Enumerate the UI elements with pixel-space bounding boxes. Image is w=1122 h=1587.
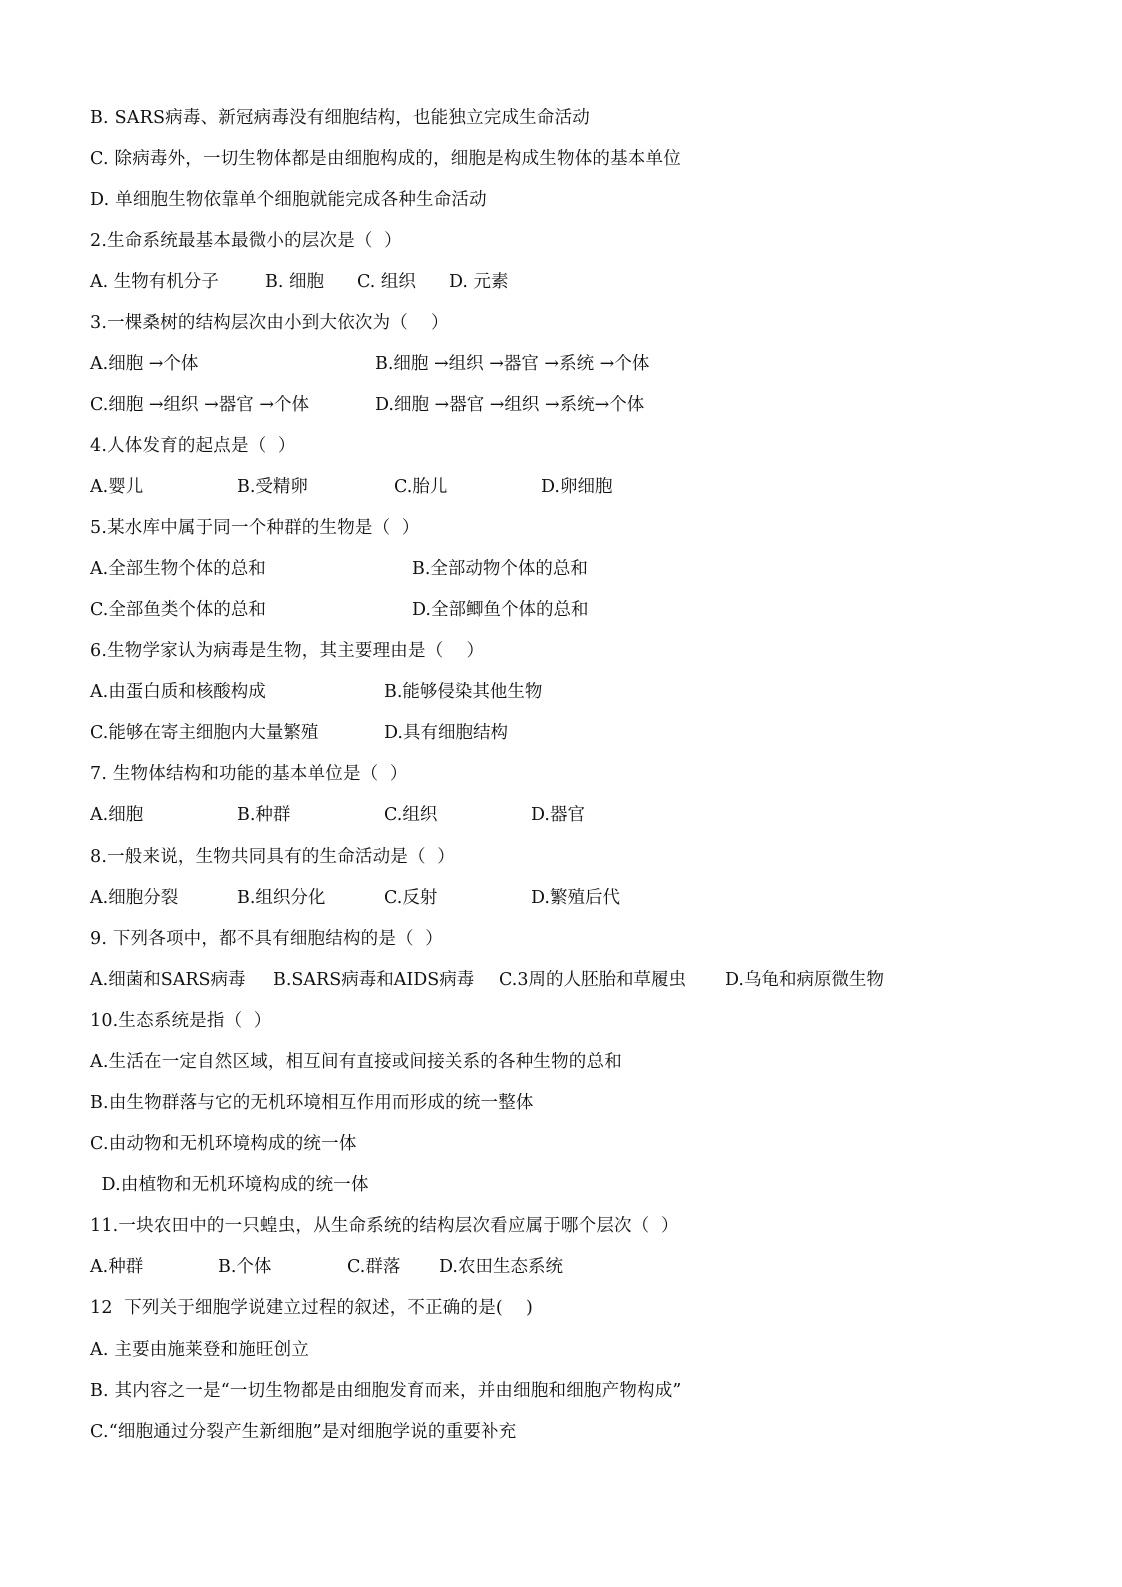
- question-10: 10.生态系统是指（ ）: [90, 1011, 272, 1031]
- question-5: 5.某水库中属于同一个种群的生物是（ ）: [90, 518, 420, 538]
- q2-option-a: A. 生物有机分子: [90, 272, 219, 292]
- q9-option-c: C.3周的人胚胎和草履虫: [499, 970, 686, 990]
- q3-option-b: B.细胞 →组织 →器官 →系统 →个体: [375, 354, 650, 374]
- q6-option-d: D.具有细胞结构: [384, 723, 508, 743]
- question-3: 3.一棵桑树的结构层次由小到大依次为（ ）: [90, 313, 449, 333]
- q10-option-a: A.生活在一定自然区域，相互间有直接或间接关系的各种生物的总和: [90, 1052, 622, 1072]
- q9-option-b: B.SARS病毒和AIDS病毒: [273, 970, 475, 990]
- q5-option-d: D.全部鲫鱼个体的总和: [412, 600, 589, 620]
- q1-option-c: C. 除病毒外，一切生物体都是由细胞构成的，细胞是构成生物体的基本单位: [90, 149, 681, 169]
- q7-option-a: A.细胞: [90, 805, 144, 825]
- question-12: 12 下列关于细胞学说建立过程的叙述，不正确的是( ): [90, 1298, 533, 1318]
- question-2: 2.生命系统最基本最微小的层次是（ ）: [90, 231, 402, 251]
- q1-option-b: B. SARS病毒、新冠病毒没有细胞结构，也能独立完成生命活动: [90, 108, 590, 128]
- q9-option-a: A.细菌和SARS病毒: [90, 970, 246, 990]
- q5-option-c: C.全部鱼类个体的总和: [90, 600, 266, 620]
- q5-option-a: A.全部生物个体的总和: [90, 559, 266, 579]
- q3-option-d: D.细胞 →器官 →组织 →系统→个体: [375, 395, 645, 415]
- q4-option-d: D.卵细胞: [541, 477, 613, 497]
- q3-option-a: A.细胞 →个体: [90, 354, 199, 374]
- q11-option-b: B.个体: [218, 1257, 272, 1277]
- q2-option-d: D. 元素: [449, 272, 509, 292]
- q12-option-c: C.“细胞通过分裂产生新细胞”是对细胞学说的重要补充: [90, 1422, 517, 1442]
- q12-option-b: B. 其内容之一是“一切生物都是由细胞发育而来，并由细胞和细胞产物构成”: [90, 1381, 682, 1401]
- q8-option-d: D.繁殖后代: [531, 888, 620, 908]
- question-8: 8.一般来说，生物共同具有的生命活动是（ ）: [90, 847, 455, 867]
- q9-option-d: D.乌龟和病原微生物: [725, 970, 884, 990]
- q8-option-b: B.组织分化: [237, 888, 326, 908]
- q2-option-b: B. 细胞: [265, 272, 324, 292]
- q11-option-c: C.群落: [347, 1257, 401, 1277]
- q6-option-b: B.能够侵染其他生物: [384, 682, 543, 702]
- q12-option-a: A. 主要由施莱登和施旺创立: [90, 1340, 310, 1360]
- q11-option-a: A.种群: [90, 1257, 144, 1277]
- q4-option-c: C.胎儿: [394, 477, 448, 497]
- q6-option-a: A.由蛋白质和核酸构成: [90, 682, 266, 702]
- q7-option-b: B.种群: [237, 805, 291, 825]
- q10-option-b: B.由生物群落与它的无机环境相互作用而形成的统一整体: [90, 1093, 534, 1113]
- q8-option-a: A.细胞分裂: [90, 888, 179, 908]
- question-6: 6.生物学家认为病毒是生物，其主要理由是（ ）: [90, 641, 485, 661]
- q10-option-c: C.由动物和无机环境构成的统一体: [90, 1134, 357, 1154]
- q5-option-b: B.全部动物个体的总和: [412, 559, 588, 579]
- question-11: 11.一块农田中的一只蝗虫，从生命系统的结构层次看应属于哪个层次（ ）: [90, 1216, 679, 1236]
- q3-option-c: C.细胞 →组织 →器官 →个体: [90, 395, 310, 415]
- q7-option-d: D.器官: [531, 805, 585, 825]
- question-4: 4.人体发育的起点是（ ）: [90, 436, 296, 456]
- q6-option-c: C.能够在寄主细胞内大量繁殖: [90, 723, 319, 743]
- q4-option-a: A.婴儿: [90, 477, 144, 497]
- q4-option-b: B.受精卵: [237, 477, 308, 497]
- question-7: 7. 生物体结构和功能的基本单位是（ ）: [90, 764, 408, 784]
- q8-option-c: C.反射: [384, 888, 438, 908]
- q2-option-c: C. 组织: [357, 272, 416, 292]
- q7-option-c: C.组织: [384, 805, 438, 825]
- q10-option-d: D.由植物和无机环境构成的统一体: [90, 1175, 369, 1195]
- q11-option-d: D.农田生态系统: [439, 1257, 563, 1277]
- q1-option-d: D. 单细胞生物依靠单个细胞就能完成各种生命活动: [90, 190, 487, 210]
- question-9: 9. 下列各项中，都不具有细胞结构的是（ ）: [90, 929, 443, 949]
